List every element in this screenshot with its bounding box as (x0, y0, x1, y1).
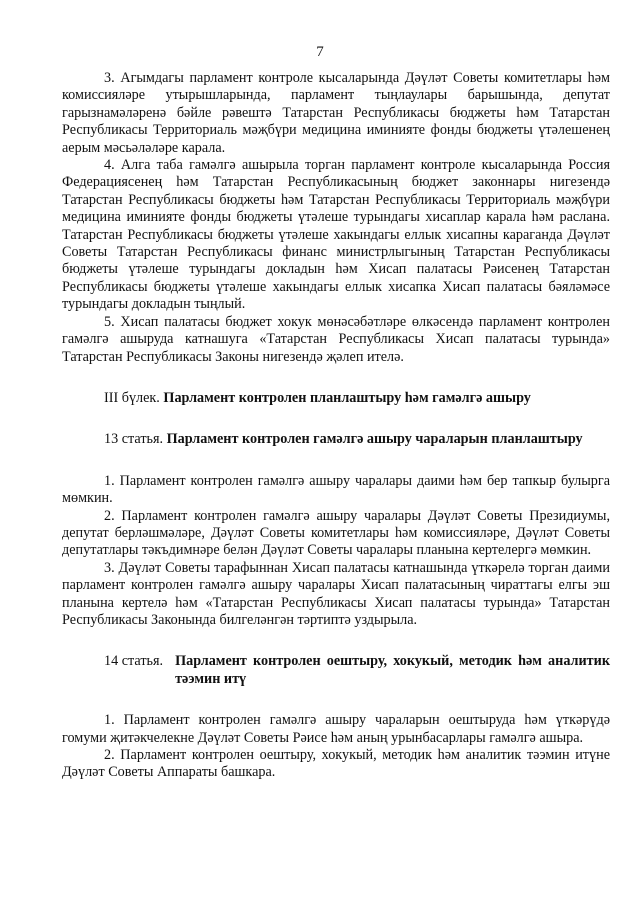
article-14-title: Парламент контролен оештыру, хокукый, методик һәм аналитик тәэмин итү (175, 653, 610, 687)
article-13-paragraph-3: 3. Дәүләт Советы тарафыннан Хисап палатасы катнашында үткәрелә торган даими парламент контролен гамәлгә ашыру чаралары Хисап палатасының чираттагы елгы эш планына кертелә һәм «Татарстан Республикасы Хисап палатасы турында» Татарстан Республикасы Законында билгеләнгән тәртиптә уздырыла. (62, 559, 610, 628)
article-13-title: Парламент контролен гамәлгә ашыру чараларын планлаштыру (166, 431, 583, 448)
article-13-paragraph-1: 1. Парламент контролен гамәлгә ашыру чаралары даими һәм бер тапкыр булырга мөмкин. (62, 472, 610, 507)
article-14-paragraph-2: 2. Парламент контролен оештыру, хокукый, методик һәм аналитик тәэмин итүне Дәүләт Советы Аппараты башкара. (62, 747, 610, 781)
article-13-label: 13 статья. (104, 431, 164, 448)
page-number: 7 (316, 44, 324, 60)
chapter-title: Парламент контролен планлаштыру һәм гамәлгә ашыру (163, 389, 531, 406)
article-14-paragraph-1: 1. Парламент контролен гамәлгә ашыру чараларын оештыруда һәм үткәрүдә гомуми җитәкчелекне Дәүләт Советы Рәисе һәм аның урынбасарлары гамәлгә ашыра. (62, 712, 610, 746)
chapter-label: III бүлек. (104, 389, 160, 406)
document-body (62, 70, 610, 782)
paragraph-4: 4. Алга таба гамәлгә ашырыла торган парламент контроле кысаларында Россия Федерациясенең һәм Татарстан Республикасының бюджет законнары нигезендә Татарстан Республикасы бюджеты һәм Татарстан Республикасы Территориаль мәҗбүри медицина иминияте фонды бюджеты үтәлеше турындагы хисаплар карала һәм раслана. Татарстан Республикасы бюджеты үтәлеше хакындагы еллык хисапны караганда Дәүләт Советы Татарстан Республикасы финанс министрлыгының Татарстан Республикасы бюджеты үтәлеше турындагы докладын һәм Хисап палатасы Рәисенең Татарстан Республикасы бюджеты үтәлеше хакындагы еллык хисапка Хисап палатасы бәяләмәсе турындагы докладын тыңлый. (62, 157, 610, 313)
paragraph-3: 3. Агымдагы парламент контроле кысаларында Дәүләт Советы комитетлары һәм комиссияләре утырышларында, парламент тыңлаулары барышында, депутат гарызнамәләренә бәйле рәвештә Татарстан Республикасы бюджеты һәм Татарстан Республикасы Территориаль мәҗбүри медицина иминияте фонды бюджеты үтәлешенең аерым мәсьәләләре карала. (62, 70, 610, 156)
article-14-label: 14 статья. (104, 653, 164, 670)
article-13-heading (62, 431, 610, 448)
chapter-heading (62, 390, 610, 407)
article-14-heading (62, 653, 610, 688)
paragraph-5: 5. Хисап палатасы бюджет хокук мөнәсәбәтләре өлкәсендә парламент контролен гамәлгә ашыруда катнашуга «Татарстан Республикасы Хисап палатасы турында» Татарстан Республикасы Законы нигезендә җәлеп ителә. (62, 313, 610, 365)
article-13-paragraph-2: 2. Парламент контролен гамәлгә ашыру чаралары Дәүләт Советы Президиумы, депутат берләшмәләре, Дәүләт Советы комитетлары һәм комиссияләре, Дәүләт Советы депутатлары тәкъдимнәре белән Дәүләт Советы чаралары планына кертелергә мөмкин. (62, 507, 610, 559)
